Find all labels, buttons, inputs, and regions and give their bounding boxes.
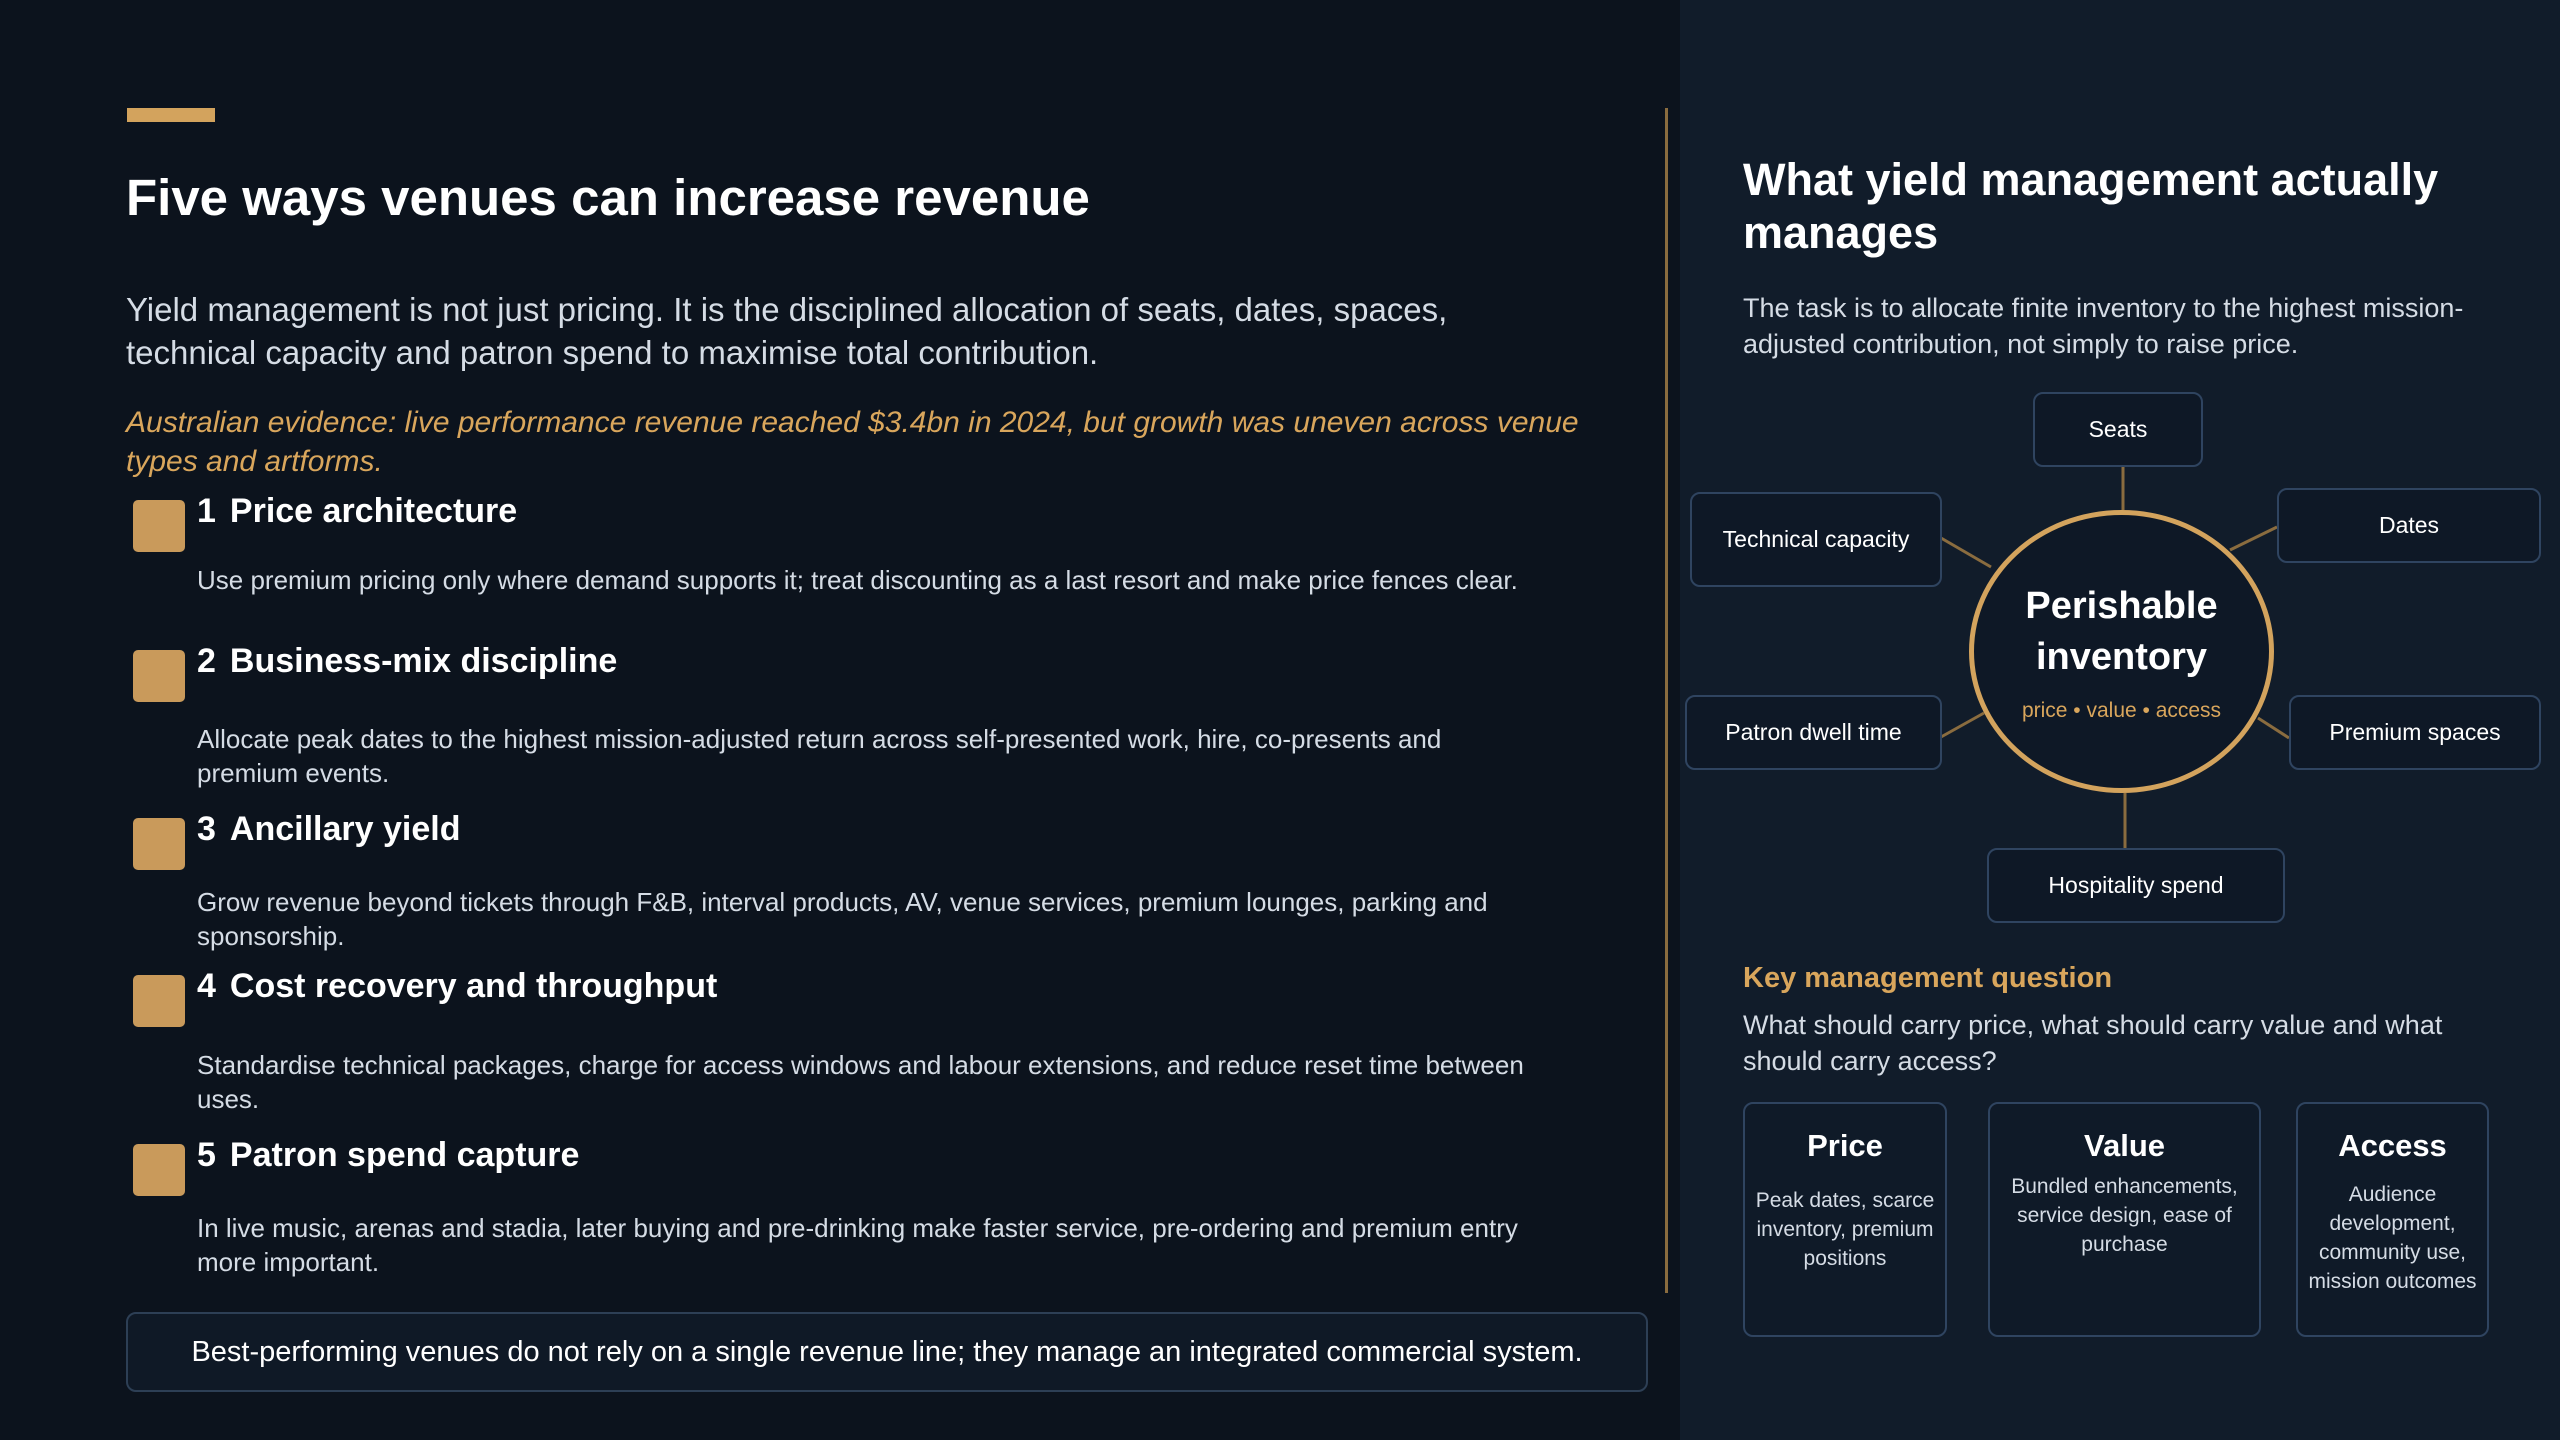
item-3-title: Ancillary yield (229, 810, 461, 848)
hub-subtitle: price • value • access (2021, 698, 2222, 722)
item-5-heading (197, 1136, 579, 1175)
node-hospitality-spend-label: Hospitality spend (2048, 872, 2224, 898)
hub-perishable-inventory (1969, 510, 2274, 793)
item-2-marker (133, 650, 185, 702)
item-2-heading (197, 642, 617, 681)
key-question-text: What should carry price, what should carry value and what should carry access? (1743, 1010, 2443, 1076)
node-hospitality-spend (1987, 848, 2285, 923)
right-intro: The task is to allocate finite inventory to the highest mission-adjusted contribution, not simply to raise price. (1743, 293, 2464, 359)
node-seats (2033, 392, 2203, 467)
node-patron-dwell-time-label: Patron dwell time (1725, 719, 1902, 745)
node-patron-dwell-time (1685, 695, 1942, 770)
node-dates-label: Dates (2378, 512, 2440, 538)
node-dates (2277, 488, 2541, 563)
right-title: What yield management actually manages (1743, 154, 2439, 258)
card-access (2296, 1102, 2489, 1337)
item-3-description: Grow revenue beyond tickets through F&B, interval products, AV, venue services, premium lounges, parking and sponsorship. (197, 887, 1488, 951)
page-title: Five ways venues can increase revenue (126, 169, 1090, 226)
item-5-marker (133, 1144, 185, 1196)
item-1-description: Use premium pricing only where demand supports it; treat discounting as a last resort and make price fences clear. (197, 565, 1518, 595)
item-1-heading (197, 492, 517, 531)
accent-bar (127, 108, 215, 122)
item-2-description: Allocate peak dates to the highest mission-adjusted return across self-presented work, hire, co-presents and premium events. (197, 724, 1442, 788)
item-5-number: 5 (197, 1136, 216, 1174)
item-1-marker (133, 500, 185, 552)
node-premium-spaces (2289, 695, 2541, 770)
node-technical-capacity-label: Technical capacity (1722, 526, 1910, 552)
card-price-body: Peak dates, scarce inventory, premium positions (1755, 1189, 1935, 1270)
card-access-body: Audience development, community use, mission outcomes (2308, 1183, 2477, 1293)
node-seats-label: Seats (2088, 416, 2148, 442)
card-price-title: Price (1807, 1128, 1883, 1163)
key-question-heading: Key management question (1743, 962, 2113, 994)
item-4-description: Standardise technical packages, charge for access windows and labour extensions, and reduce reset time between uses. (197, 1050, 1524, 1114)
item-2-number: 2 (197, 642, 216, 680)
card-value (1988, 1102, 2261, 1337)
item-5-description: In live music, arenas and stadia, later buying and pre-drinking make faster service, pre-ordering and premium entry more important. (197, 1213, 1518, 1277)
item-4-heading (197, 967, 717, 1006)
node-premium-spaces-label: Premium spaces (2329, 719, 2501, 745)
item-3-heading (197, 810, 460, 849)
card-price (1743, 1102, 1947, 1337)
item-3-marker (133, 818, 185, 870)
card-value-title: Value (2084, 1128, 2165, 1163)
card-access-title: Access (2338, 1128, 2447, 1163)
card-value-body: Bundled enhancements, service design, ease of purchase (2011, 1175, 2238, 1256)
item-1-title: Price architecture (229, 492, 518, 530)
evidence-note: Australian evidence: live performance revenue reached $3.4bn in 2024, but growth was uneven across venue types and artforms. (126, 406, 1579, 478)
item-4-number: 4 (197, 967, 216, 1005)
item-5-title: Patron spend capture (229, 1136, 580, 1174)
panel-divider (1665, 108, 1668, 1293)
summary-callout-text: Best-performing venues do not rely on a single revenue line; they manage an integrated commercial system. (191, 1335, 1583, 1368)
hub-title: Perishable inventory (2025, 584, 2218, 678)
item-1-number: 1 (197, 492, 216, 530)
item-2-title: Business-mix discipline (229, 642, 618, 680)
item-4-marker (133, 975, 185, 1027)
item-4-title: Cost recovery and throughput (229, 967, 718, 1005)
item-3-number: 3 (197, 810, 216, 848)
node-technical-capacity (1690, 492, 1942, 587)
intro-paragraph: Yield management is not just pricing. It is the disciplined allocation of seats, dates, spaces, technical capacity and patron spend to maximise total contribution. (126, 291, 1448, 371)
summary-callout (126, 1312, 1648, 1392)
